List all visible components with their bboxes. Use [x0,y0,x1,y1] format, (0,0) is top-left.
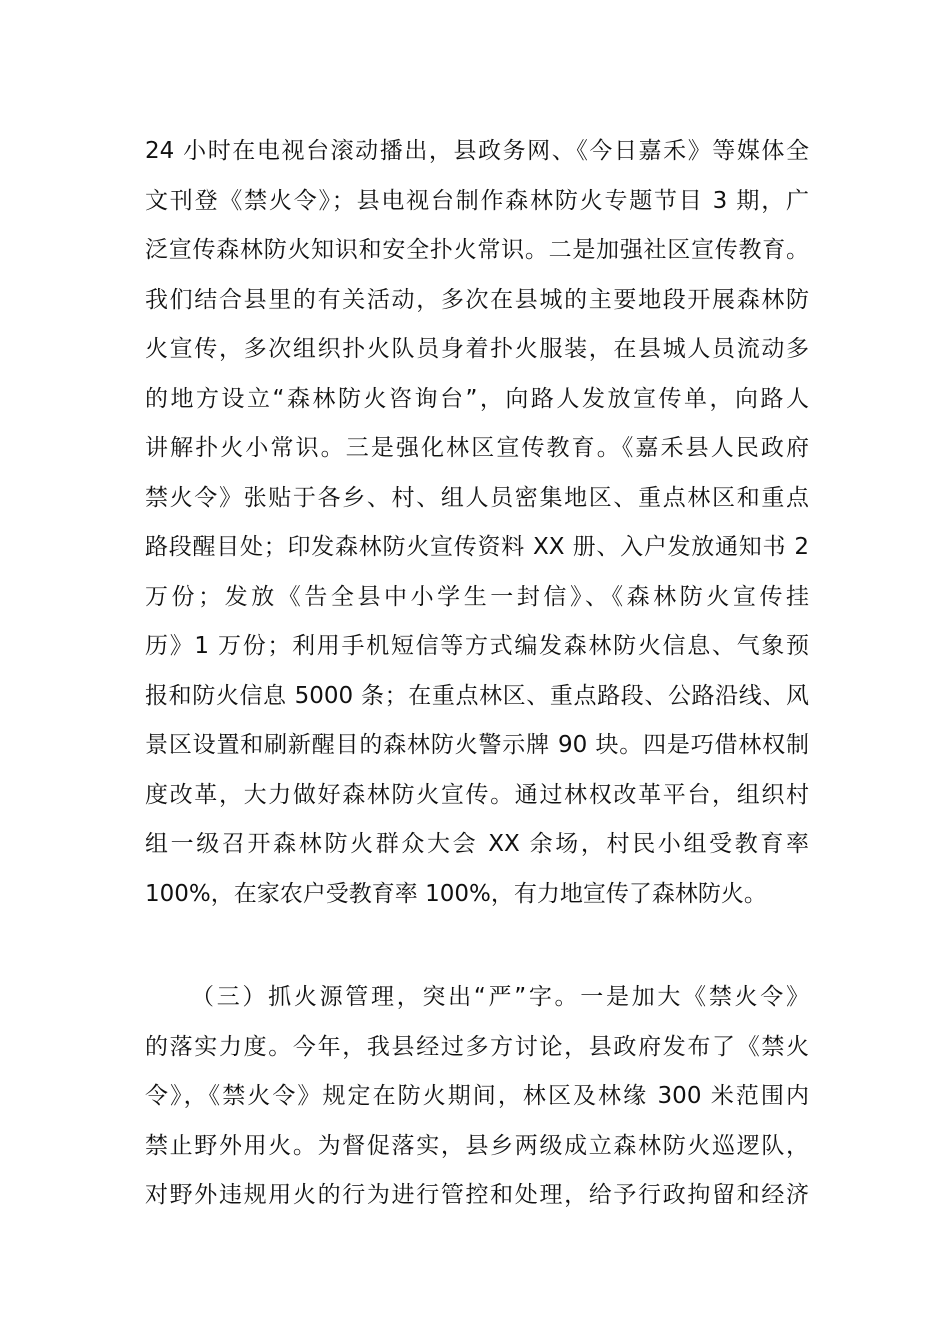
text-line: 令》，《禁火令》规定在防火期间，林区及林缘 300 米范围内 [145,1083,809,1109]
body-paragraph-2 [145,973,809,1221]
text-line: 的地方设立“森林防火咨询台”，向路人发放宣传单，向路人 [145,385,809,412]
text-line: 泛宣传森林防火知识和安全扑火常识。二是加强社区宣传教育。 [145,237,809,263]
text-line: 文刊登《禁火令》；县电视台制作森林防火专题节目 3 期，广 [145,187,809,214]
text-line: 对野外违规用火的行为进行管控和处理，给予行政拘留和经济 [145,1182,809,1208]
text-line: 24 小时在电视台滚动播出，县政务网、《今日嘉禾》等媒体全 [145,138,809,164]
text-line: （三）抓火源管理，突出“严”字。一是加大《禁火令》 [191,984,809,1010]
text-line: 禁止野外用火。为督促落实，县乡两级成立森林防火巡逻队， [145,1132,809,1159]
text-line: 组一级召开森林防火群众大会 XX 余场，村民小组受教育率 [145,831,809,857]
text-line: 景区设置和刷新醒目的森林防火警示牌 90 块。四是巧借林权制 [145,732,809,758]
body-paragraph-1 [145,127,809,919]
text-line: 讲解扑火小常识。三是强化林区宣传教育。《嘉禾县人民政府 [145,435,809,461]
text-line: 的落实力度。今年，我县经过多方讨论，县政府发布了《禁火 [145,1033,809,1060]
text-line: 火宣传，多次组织扑火队员身着扑火服装，在县城人员流动多 [145,336,809,362]
text-line: 万份；发放《告全县中小学生一封信》、《森林防火宣传挂 [145,583,809,610]
text-line: 100%，在家农户受教育率 100%，有力地宣传了森林防火。 [145,880,767,907]
text-line: 度改革，大力做好森林防火宣传。通过林权改革平台，组织村 [145,781,809,808]
text-line: 路段醒目处；印发森林防火宣传资料 XX 册、入户发放通知书 2 [145,534,809,560]
text-line: 报和防火信息 5000 条；在重点林区、重点路段、公路沿线、风 [145,682,809,709]
text-line: 我们结合县里的有关活动，多次在县城的主要地段开展森林防 [145,286,809,313]
text-line: 禁火令》张贴于各乡、村、组人员密集地区、重点林区和重点 [145,484,809,511]
text-line: 历》1 万份；利用手机短信等方式编发森林防火信息、气象预 [145,633,809,659]
